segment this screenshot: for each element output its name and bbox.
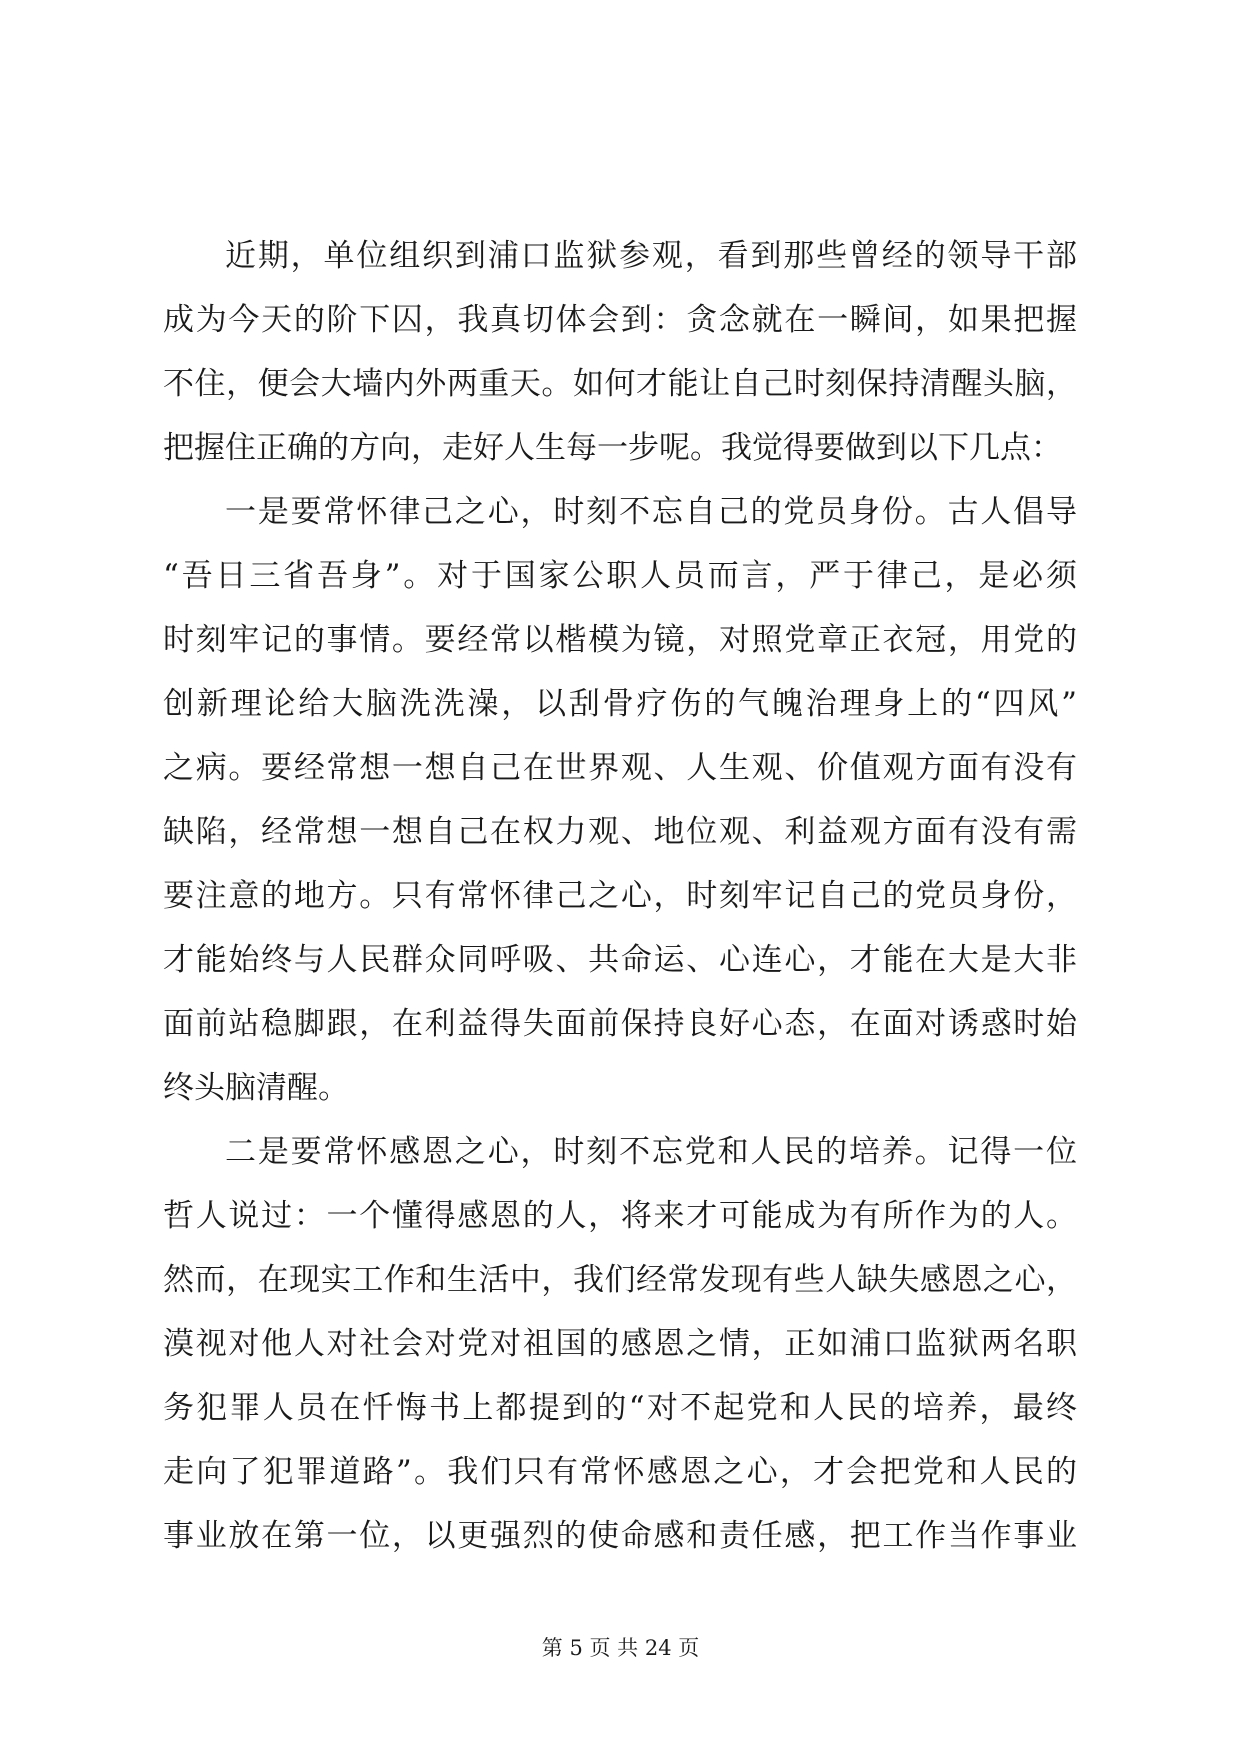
- text-line: 走向了犯罪道路”。我们只有常怀感恩之心，才会把党和人民的: [163, 1454, 1077, 1490]
- text-line: 面前站稳脚跟，在利益得失面前保持良好心态，在面对诱惑时始: [163, 1006, 1077, 1042]
- document-body: [163, 224, 1077, 1568]
- text-line: 才能始终与人民群众同呼吸、共命运、心连心，才能在大是大非: [163, 942, 1077, 978]
- text-line: 终头脑清醒。: [163, 1070, 349, 1106]
- text-line: 要注意的地方。只有常怀律己之心，时刻牢记自己的党员身份，: [163, 878, 1077, 914]
- page-footer: 第 5 页 共 24 页: [541, 1636, 700, 1660]
- text-line: 不住，便会大墙内外两重天。如何才能让自己时刻保持清醒头脑，: [163, 366, 1077, 402]
- text-line: 二是要常怀感恩之心，时刻不忘党和人民的培养。记得一位: [225, 1134, 1077, 1170]
- text-line: 创新理论给大脑洗洗澡，以刮骨疗伤的气魄治理身上的“四风”: [163, 686, 1077, 722]
- text-line: 务犯罪人员在忏悔书上都提到的“对不起党和人民的培养，最终: [163, 1390, 1077, 1426]
- text-line: 缺陷，经常想一想自己在权力观、地位观、利益观方面有没有需: [163, 814, 1077, 850]
- text-line: 把握住正确的方向，走好人生每一步呢。我觉得要做到以下几点：: [163, 430, 1062, 466]
- text-line: 事业放在第一位，以更强烈的使命感和责任感，把工作当作事业: [163, 1518, 1077, 1554]
- text-line: 一是要常怀律己之心，时刻不忘自己的党员身份。古人倡导: [225, 494, 1077, 530]
- text-line: 时刻牢记的事情。要经常以楷模为镜，对照党章正衣冠，用党的: [163, 622, 1077, 658]
- text-line: 哲人说过：一个懂得感恩的人，将来才可能成为有所作为的人。: [163, 1198, 1077, 1234]
- text-line: 漠视对他人对社会对党对祖国的感恩之情，正如浦口监狱两名职: [163, 1326, 1077, 1362]
- text-line: “吾日三省吾身”。对于国家公职人员而言，严于律己，是必须: [163, 558, 1077, 594]
- text-line: 近期，单位组织到浦口监狱参观，看到那些曾经的领导干部: [225, 238, 1077, 274]
- text-line: 成为今天的阶下囚，我真切体会到：贪念就在一瞬间，如果把握: [163, 302, 1077, 338]
- text-line: 然而，在现实工作和生活中，我们经常发现有些人缺失感恩之心，: [163, 1262, 1077, 1298]
- text-line: 之病。要经常想一想自己在世界观、人生观、价值观方面有没有: [163, 750, 1077, 786]
